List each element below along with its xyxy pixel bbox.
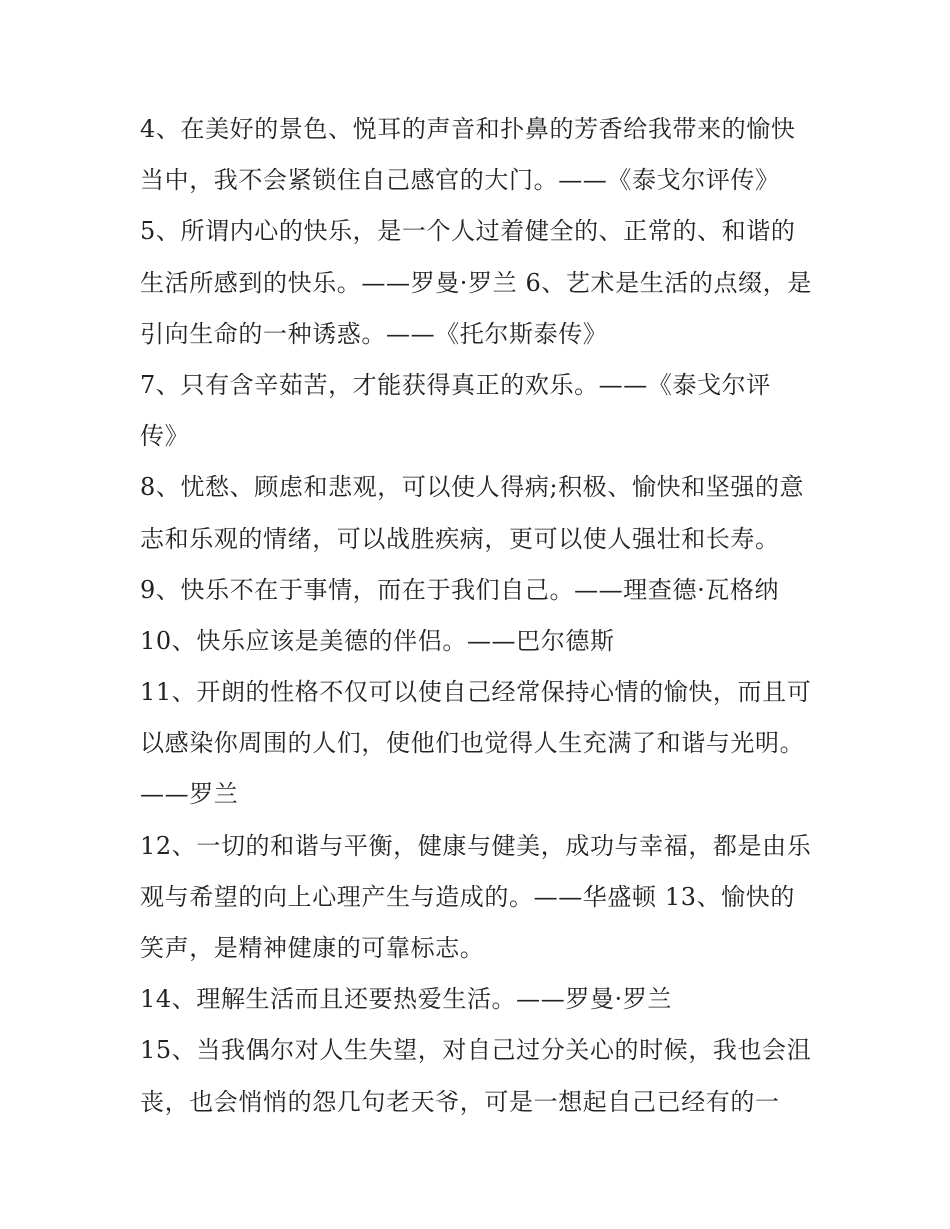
- text-line: 笑声，是精神健康的可靠标志。: [140, 934, 485, 962]
- text-line: 生活所感到的快乐。——罗曼·罗兰 6、艺术是生活的点缀，是: [140, 268, 812, 297]
- text-line: 11、开朗的性格不仅可以使自己经常保持心情的愉快，而且可: [140, 678, 812, 707]
- text-line: ——罗兰: [140, 780, 239, 809]
- text-line: 当中，我不会紧锁住自己感官的大门。——《泰戈尔评传》: [140, 166, 780, 195]
- text-line: 10、快乐应该是美德的伴侣。——巴尔德斯: [140, 626, 615, 655]
- text-line: 15、当我偶尔对人生失望，对自己过分关心的时候，我也会沮: [140, 1036, 812, 1065]
- text-line: 14、理解生活而且还要热爱生活。——罗曼·罗兰: [140, 985, 672, 1014]
- document-body: [140, 104, 820, 1128]
- text-line: 以感染你周围的人们，使他们也觉得人生充满了和谐与光明。: [140, 729, 805, 758]
- text-line: 观与希望的向上心理产生与造成的。——华盛顿 13、愉快的: [140, 882, 795, 911]
- text-line: 8、忧愁、顾虑和悲观，可以使人得病;积极、愉快和坚强的意: [140, 473, 805, 502]
- text-line: 引向生命的一种诱惑。——《托尔斯泰传》: [140, 319, 608, 348]
- text-line: 5、所谓内心的快乐，是一个人过着健全的、正常的、和谐的: [140, 217, 796, 246]
- text-line: 7、只有含辛茹苦，才能获得真正的欢乐。——《泰戈尔评: [140, 370, 771, 399]
- text-line: 9、快乐不在于事情，而在于我们自己。——理查德·瓦格纳: [140, 575, 780, 604]
- text-line: 4、在美好的景色、悦耳的声音和扑鼻的芳香给我带来的愉快: [140, 115, 796, 143]
- text-line: 12、一切的和谐与平衡，健康与健美，成功与幸福，都是由乐: [140, 831, 812, 860]
- text-line: 传》: [140, 422, 190, 451]
- text-line: 志和乐观的情绪，可以战胜疾病，更可以使人强壮和长寿。: [140, 524, 780, 553]
- text-line: 丧，也会悄悄的怨几句老天爷，可是一想起自己已经有的一: [140, 1087, 780, 1116]
